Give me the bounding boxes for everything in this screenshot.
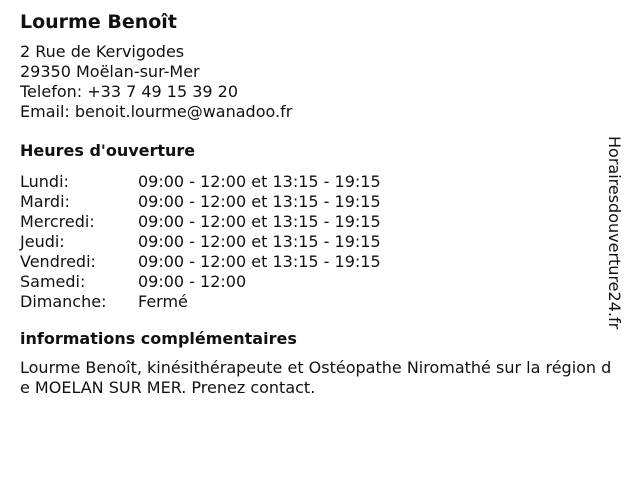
hours-heading: Heures d'ouverture — [20, 141, 196, 160]
hours-row-thursday — [20, 232, 616, 252]
address-city: 29350 Moëlan-sur-Mer — [20, 62, 200, 81]
extra-info-heading: informations complémentaires — [20, 329, 297, 348]
contact-block — [20, 42, 616, 122]
phone-line[interactable]: Telefon: +33 7 49 15 39 20 — [20, 82, 239, 101]
hours-row-tuesday — [20, 192, 616, 212]
day-label: Vendredi: — [20, 252, 96, 271]
time-value: 09:00 - 12:00 et 13:15 - 19:15 — [138, 232, 381, 251]
day-label: Mercredi: — [20, 212, 95, 231]
day-label: Lundi: — [20, 172, 69, 191]
hours-table — [20, 172, 616, 312]
site-watermark: Horairesdouverture24.fr — [605, 136, 624, 330]
time-value: 09:00 - 12:00 et 13:15 - 19:15 — [138, 172, 381, 191]
day-label: Samedi: — [20, 272, 86, 291]
business-card — [20, 10, 616, 398]
business-name: Lourme Benoît — [20, 11, 177, 33]
day-label: Mardi: — [20, 192, 70, 211]
time-value: 09:00 - 12:00 — [138, 272, 247, 291]
time-value: Fermé — [138, 292, 188, 311]
hours-row-sunday — [20, 292, 616, 312]
day-label: Jeudi: — [20, 232, 65, 251]
time-value: 09:00 - 12:00 et 13:15 - 19:15 — [138, 252, 381, 271]
email-line[interactable]: Email: benoit.lourme@wanadoo.fr — [20, 102, 293, 121]
hours-row-saturday — [20, 272, 616, 292]
address-street: 2 Rue de Kervigodes — [20, 42, 185, 61]
time-value: 09:00 - 12:00 et 13:15 - 19:15 — [138, 212, 381, 231]
hours-row-wednesday — [20, 212, 616, 232]
day-label: Dimanche: — [20, 292, 107, 311]
extra-info-text: Lourme Benoît, kinésithérapeute et Ostéopathe Niromathé sur la région de MOELAN SUR MER. Prenez contact. — [20, 358, 612, 397]
hours-row-friday — [20, 252, 616, 272]
time-value: 09:00 - 12:00 et 13:15 - 19:15 — [138, 192, 381, 211]
hours-row-monday — [20, 172, 616, 192]
